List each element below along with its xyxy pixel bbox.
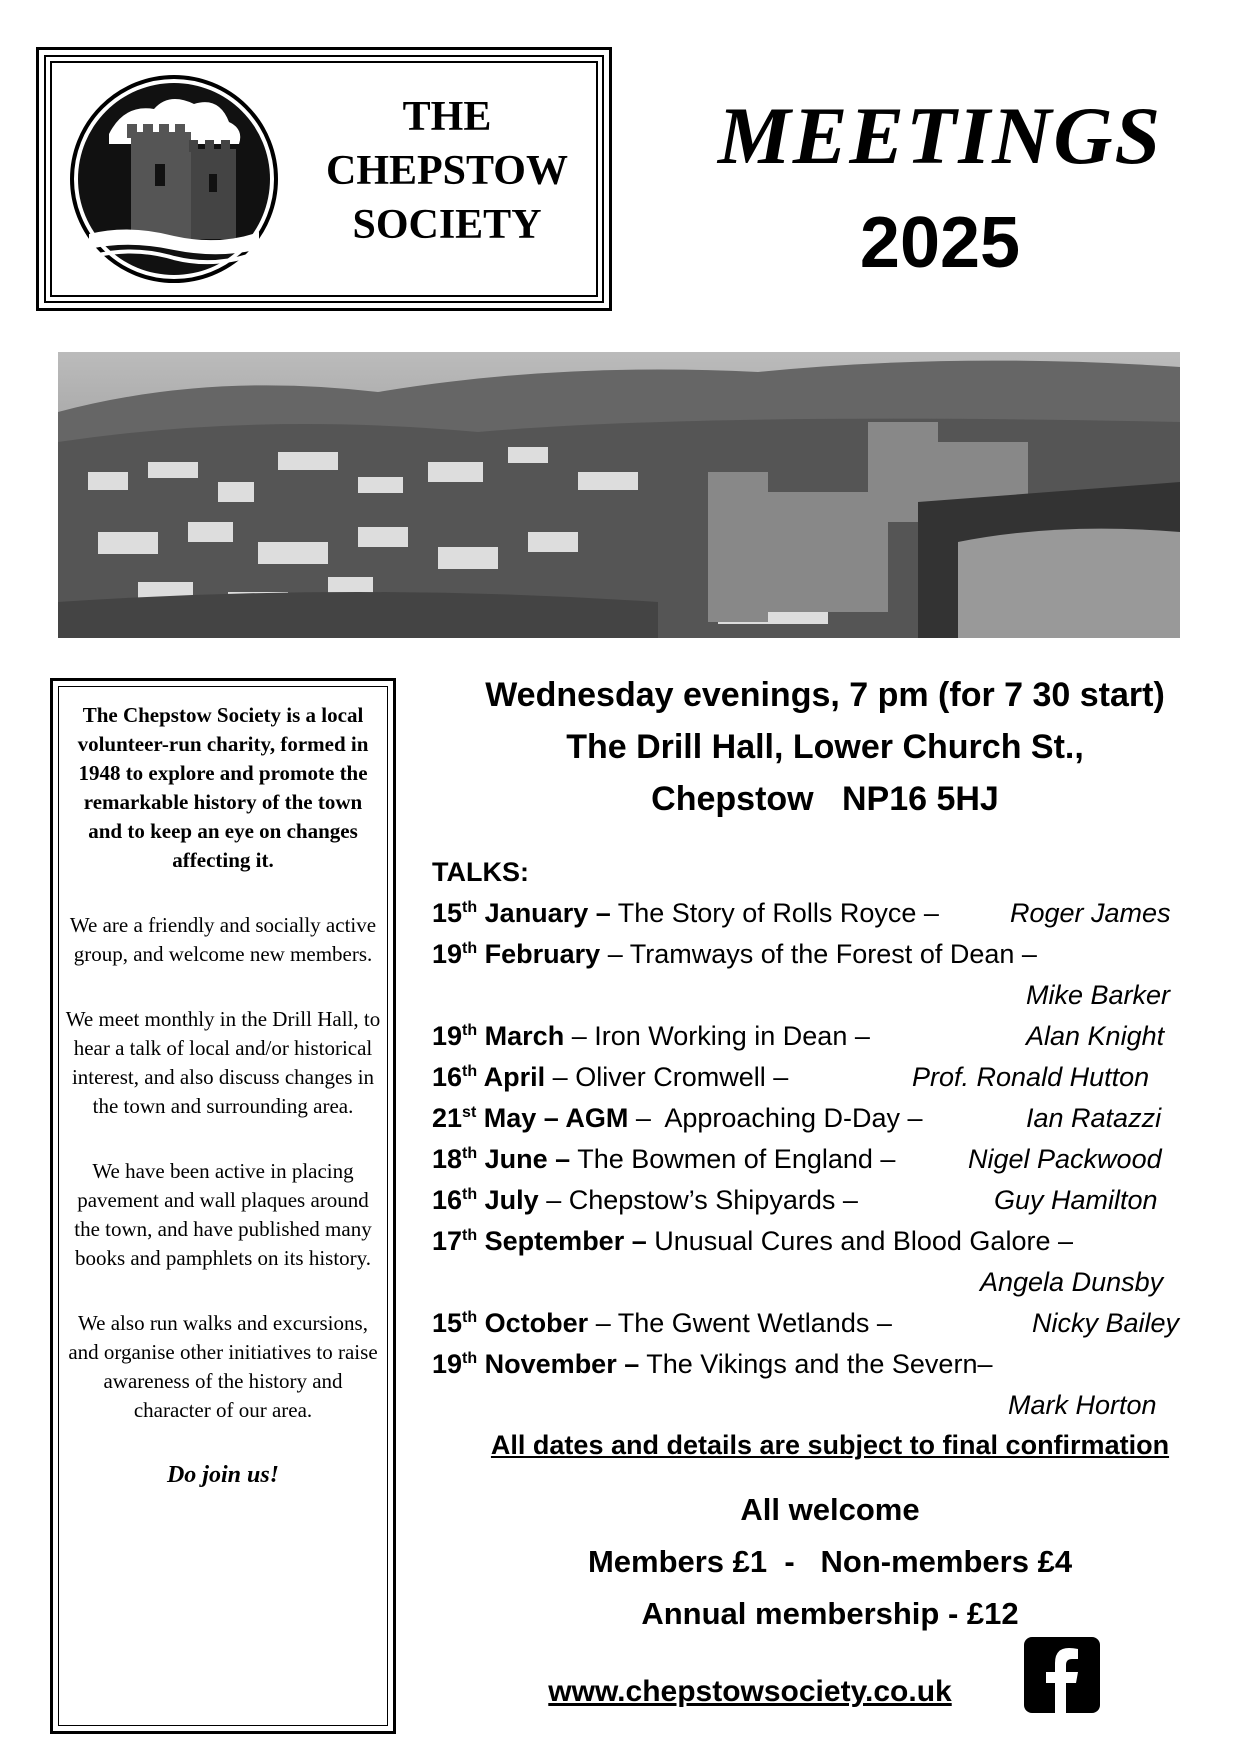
talk-speaker: Nigel Packwood <box>968 1144 1162 1174</box>
talk-speaker: Prof. Ronald Hutton <box>912 1062 1150 1092</box>
facebook-icon[interactable] <box>1024 1637 1100 1713</box>
talk-speaker: Angela Dunsby <box>980 1267 1164 1297</box>
talk-day-suffix: th <box>462 1309 478 1326</box>
talk-title: – Approaching D-Day – <box>628 1103 923 1133</box>
about-paragraph: We meet monthly in the Drill Hall, to hear a talk of local and/or historical interest, and also discuss changes in the town and surrounding area. <box>65 1007 381 1118</box>
talk-date <box>432 1103 628 1133</box>
talk-title: – Chepstow’s Shipyards – <box>538 1185 858 1215</box>
talk-item <box>432 1057 1212 1098</box>
talk-speaker: Mark Horton <box>1008 1390 1157 1420</box>
page-title: MEETINGS <box>717 90 1163 181</box>
about-paragraph: The Chepstow Society is a local volunteer-run charity, formed in 1948 to explore and promote the remarkable history of the town and to keep an eye on changes affecting it. <box>77 703 369 872</box>
welcome-text: All welcome <box>740 1492 920 1527</box>
admission-info <box>430 1484 1230 1640</box>
about-paragraph: We are a friendly and socially active group, and welcome new members. <box>69 913 377 966</box>
talk-item <box>432 934 1212 975</box>
talk-day: 16 <box>432 1062 463 1092</box>
talk-day-suffix: th <box>462 1350 478 1367</box>
talk-day: 19 <box>432 1349 463 1379</box>
talks-list <box>432 852 1212 1426</box>
talk-day: 18 <box>432 1144 463 1174</box>
society-name-line: CHEPSTOW <box>326 148 568 194</box>
talk-day: 21 <box>432 1103 463 1133</box>
talk-date <box>432 1349 639 1379</box>
talk-month: September – <box>477 1226 647 1256</box>
talk-month: June – <box>477 1144 571 1174</box>
about-paragraph: We also run walks and excursions, and organise other initiatives to raise awareness of the history and character of our area. <box>68 1311 378 1422</box>
talk-date <box>432 898 611 928</box>
talk-title: The Vikings and the Severn– <box>639 1349 993 1379</box>
talk-title: The Story of Rolls Royce – <box>610 898 939 928</box>
talk-speaker: Ian Ratazzi <box>1026 1103 1162 1133</box>
website-link[interactable]: www.chepstowsociety.co.uk <box>548 1675 952 1708</box>
talk-speaker: Alan Knight <box>1026 1021 1165 1051</box>
talk-speaker-row <box>432 1385 1212 1426</box>
talk-item <box>432 1016 1212 1057</box>
talk-date <box>432 939 600 969</box>
talk-month: October <box>477 1308 589 1338</box>
join-us-text: Do join us! <box>166 1462 280 1488</box>
talk-title: – The Gwent Wetlands – <box>588 1308 892 1338</box>
talk-month: November – <box>477 1349 640 1379</box>
talk-date <box>432 1021 564 1051</box>
talk-item <box>432 1180 1212 1221</box>
talk-title: – Iron Working in Dean – <box>564 1021 870 1051</box>
talk-month: January – <box>477 898 611 928</box>
talk-day-suffix: st <box>462 1104 477 1121</box>
talk-title: Unusual Cures and Blood Galore – <box>646 1226 1073 1256</box>
castle-emblem-icon <box>69 74 279 284</box>
talk-day: 17 <box>432 1226 463 1256</box>
talk-item <box>432 1221 1212 1262</box>
talk-month: February <box>477 939 601 969</box>
talk-item <box>432 893 1212 934</box>
page-year: 2025 <box>859 203 1021 283</box>
about-paragraph: We have been active in placing pavement and wall plaques around the town, and have published many books and pamphlets on its history. <box>74 1159 372 1270</box>
talk-speaker-row <box>432 975 1212 1016</box>
talk-month: May – AGM <box>476 1103 629 1133</box>
talk-speaker-row <box>432 1262 1212 1303</box>
talk-item <box>432 1139 1212 1180</box>
venue-address: The Drill Hall, Lower Church St., <box>566 728 1084 766</box>
talk-date <box>432 1144 570 1174</box>
about-sidebar <box>50 678 396 1734</box>
talk-day: 15 <box>432 1308 463 1338</box>
society-logo-box <box>36 47 612 311</box>
venue-info <box>430 669 1220 825</box>
talk-month: March <box>477 1021 565 1051</box>
talk-speaker: Nicky Bailey <box>1032 1308 1180 1338</box>
talk-item <box>432 1098 1212 1139</box>
talk-title: The Bowmen of England – <box>570 1144 896 1174</box>
talk-speaker: Roger James <box>1010 898 1171 928</box>
talk-date <box>432 1062 545 1092</box>
annual-membership: Annual membership - £12 <box>641 1596 1019 1631</box>
talk-date <box>432 1226 647 1256</box>
talk-speaker: Mike Barker <box>1026 980 1171 1010</box>
talk-item <box>432 1344 1212 1385</box>
society-name-line: SOCIETY <box>352 202 542 248</box>
venue-time: Wednesday evenings, 7 pm (for 7 30 start) <box>485 676 1165 714</box>
town-and-castle-photo <box>58 352 1180 638</box>
talk-day-suffix: th <box>462 1022 478 1039</box>
talk-day-suffix: th <box>462 1063 478 1080</box>
talk-month: July <box>477 1185 539 1215</box>
talk-date <box>432 1185 539 1215</box>
society-name-line: THE <box>402 94 492 140</box>
admission-prices: Members £1 - Non-members £4 <box>587 1544 1073 1579</box>
disclaimer-text: All dates and details are subject to final confirmation <box>490 1430 1170 1460</box>
talk-day-suffix: th <box>462 1186 478 1203</box>
talk-day-suffix: th <box>462 940 478 957</box>
talk-title: – Tramways of the Forest of Dean – <box>600 939 1037 969</box>
talk-day-suffix: th <box>462 899 478 916</box>
talk-day: 16 <box>432 1185 463 1215</box>
talk-title: – Oliver Cromwell – <box>545 1062 789 1092</box>
talk-day-suffix: th <box>462 1227 478 1244</box>
talk-date <box>432 1308 588 1338</box>
talk-item <box>432 1303 1212 1344</box>
venue-town: Chepstow NP16 5HJ <box>651 780 999 818</box>
talks-heading: TALKS: <box>432 857 529 887</box>
talk-day: 19 <box>432 939 463 969</box>
talk-speaker: Guy Hamilton <box>994 1185 1158 1215</box>
talk-month: April <box>477 1062 546 1092</box>
society-name <box>307 90 587 252</box>
talk-day: 19 <box>432 1021 463 1051</box>
talk-day-suffix: th <box>462 1145 478 1162</box>
talk-day: 15 <box>432 898 463 928</box>
